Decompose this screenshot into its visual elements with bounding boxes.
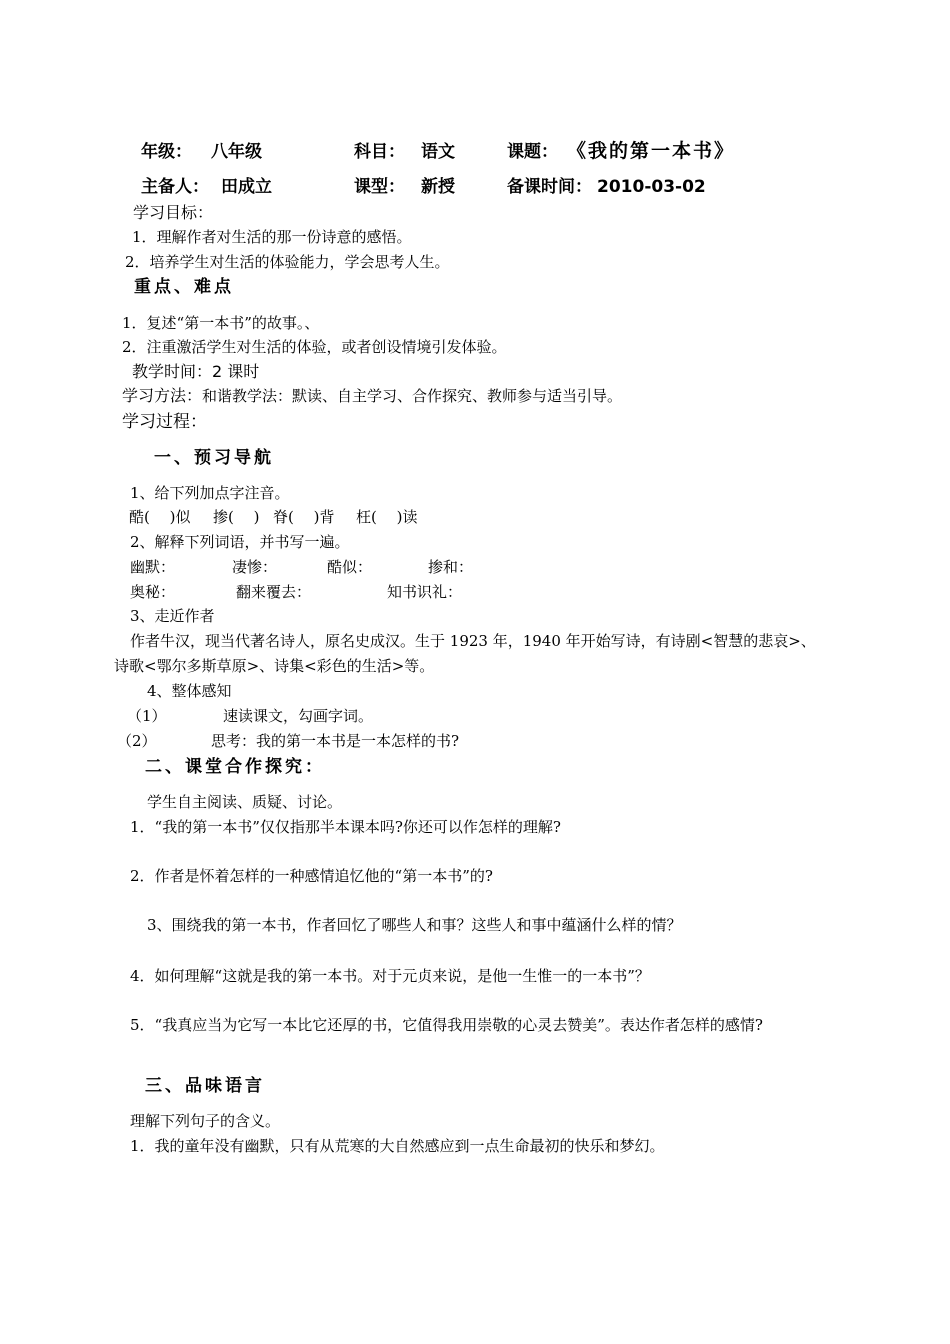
objective-item: 1．理解作者对生活的那一份诗意的感悟。 [132, 228, 412, 246]
key-points-title: 重点、难点 [134, 277, 234, 297]
question-item: 2．作者是怀着怎样的一种感情追忆他的“第一本书”的? [130, 867, 493, 885]
section3-intro: 理解下列句子的含义。 [130, 1112, 281, 1130]
learning-method [122, 386, 622, 406]
vocab-item: 翻来覆去： [236, 583, 312, 601]
vocab-item: 掺和： [428, 558, 474, 576]
key-point-item: 1．复述“第一本书”的故事。、 [122, 314, 320, 332]
section1-q2: 2、解释下列词语，并书写一遍。 [130, 533, 350, 551]
section2-title: 二、课堂合作探究： [145, 757, 325, 777]
perception-num: （2） [117, 732, 157, 750]
pinyin-item: 脊( )背 [273, 508, 335, 526]
pinyin-item: 掺( ) [213, 508, 260, 526]
topic-label: 课题： [507, 142, 558, 162]
question-item: 3、围绕我的第一本书，作者回忆了哪些人和事？这些人和事中蕴涵什么样的情？ [147, 916, 682, 934]
author-text-line: 作者牛汉，现当代著名诗人，原名史成汉。生于 1923 年，1940 年开始写诗，有诗剧<智慧的悲哀>、 [130, 632, 816, 650]
grade-label: 年级： [141, 142, 192, 162]
pinyin-item: 枉( )读 [356, 508, 418, 526]
question-item: 1．“我的第一本书”仅仅指那半本课本吗?你还可以作怎样的理解? [130, 818, 561, 836]
subject-label: 科目： [354, 142, 405, 162]
subject-value: 语文 [421, 142, 455, 162]
key-point-item: 2．注重激活学生对生活的体验，或者创设情境引发体验。 [122, 338, 507, 356]
learning-method-text: 和谐教学法：默读、自主学习、合作探究、教师参与适当引导。 [202, 387, 623, 405]
vocab-item: 奥秘： [130, 583, 176, 601]
vocab-item: 凄惨： [232, 558, 278, 576]
pinyin-item: 酷( )似 [129, 508, 191, 526]
prep-time-label: 备课时间： [507, 177, 592, 197]
section3-title: 三、品味语言 [145, 1076, 265, 1096]
vocab-item: 幽默： [130, 558, 176, 576]
grade-value: 八年级 [211, 142, 262, 162]
perception-text: 速读课文，勾画字词。 [223, 707, 374, 725]
preparer-value: 田成立 [221, 177, 272, 197]
author-text-line: 诗歌<鄂尔多斯草原>、诗集<彩色的生活>等。 [114, 657, 435, 675]
type-value: 新授 [421, 177, 455, 197]
question-item: 5．“我真应当为它写一本比它还厚的书，它值得我用崇敬的心灵去赞美”。表达作者怎样的感情? [130, 1016, 763, 1034]
question-item: 4．如何理解“这就是我的第一本书。对于元贞来说，是他一生惟一的一本书”？ [130, 967, 650, 985]
topic-value: 《我的第一本书》 [567, 140, 736, 162]
section1-q3: 3、走近作者 [130, 607, 215, 625]
teaching-time: 教学时间：2 课时 [132, 362, 260, 381]
type-label: 课型： [354, 177, 405, 197]
process-title: 学习过程： [122, 412, 207, 432]
perception-num: （1） [127, 707, 167, 725]
objective-item: 2．培养学生对生活的体验能力，学会思考人生。 [125, 253, 450, 271]
section1-title: 一、预习导航 [154, 448, 274, 468]
section2-intro: 学生自主阅读、质疑、讨论。 [147, 793, 343, 811]
perception-text: 思考：我的第一本书是一本怎样的书? [211, 732, 460, 750]
section1-q1: 1、给下列加点字注音。 [130, 484, 290, 502]
preparer-label: 主备人： [141, 177, 209, 197]
objectives-title: 学习目标： [133, 203, 214, 222]
learning-method-label: 学习方法： [122, 386, 203, 405]
sentence-item: 1．我的童年没有幽默，只有从荒寒的大自然感应到一点生命最初的快乐和梦幻。 [130, 1137, 665, 1155]
section1-q4: 4、整体感知 [147, 682, 232, 700]
vocab-item: 知书识礼： [387, 583, 463, 601]
vocab-item: 酷似： [327, 558, 373, 576]
prep-time-value: 2010-03-02 [597, 177, 706, 197]
